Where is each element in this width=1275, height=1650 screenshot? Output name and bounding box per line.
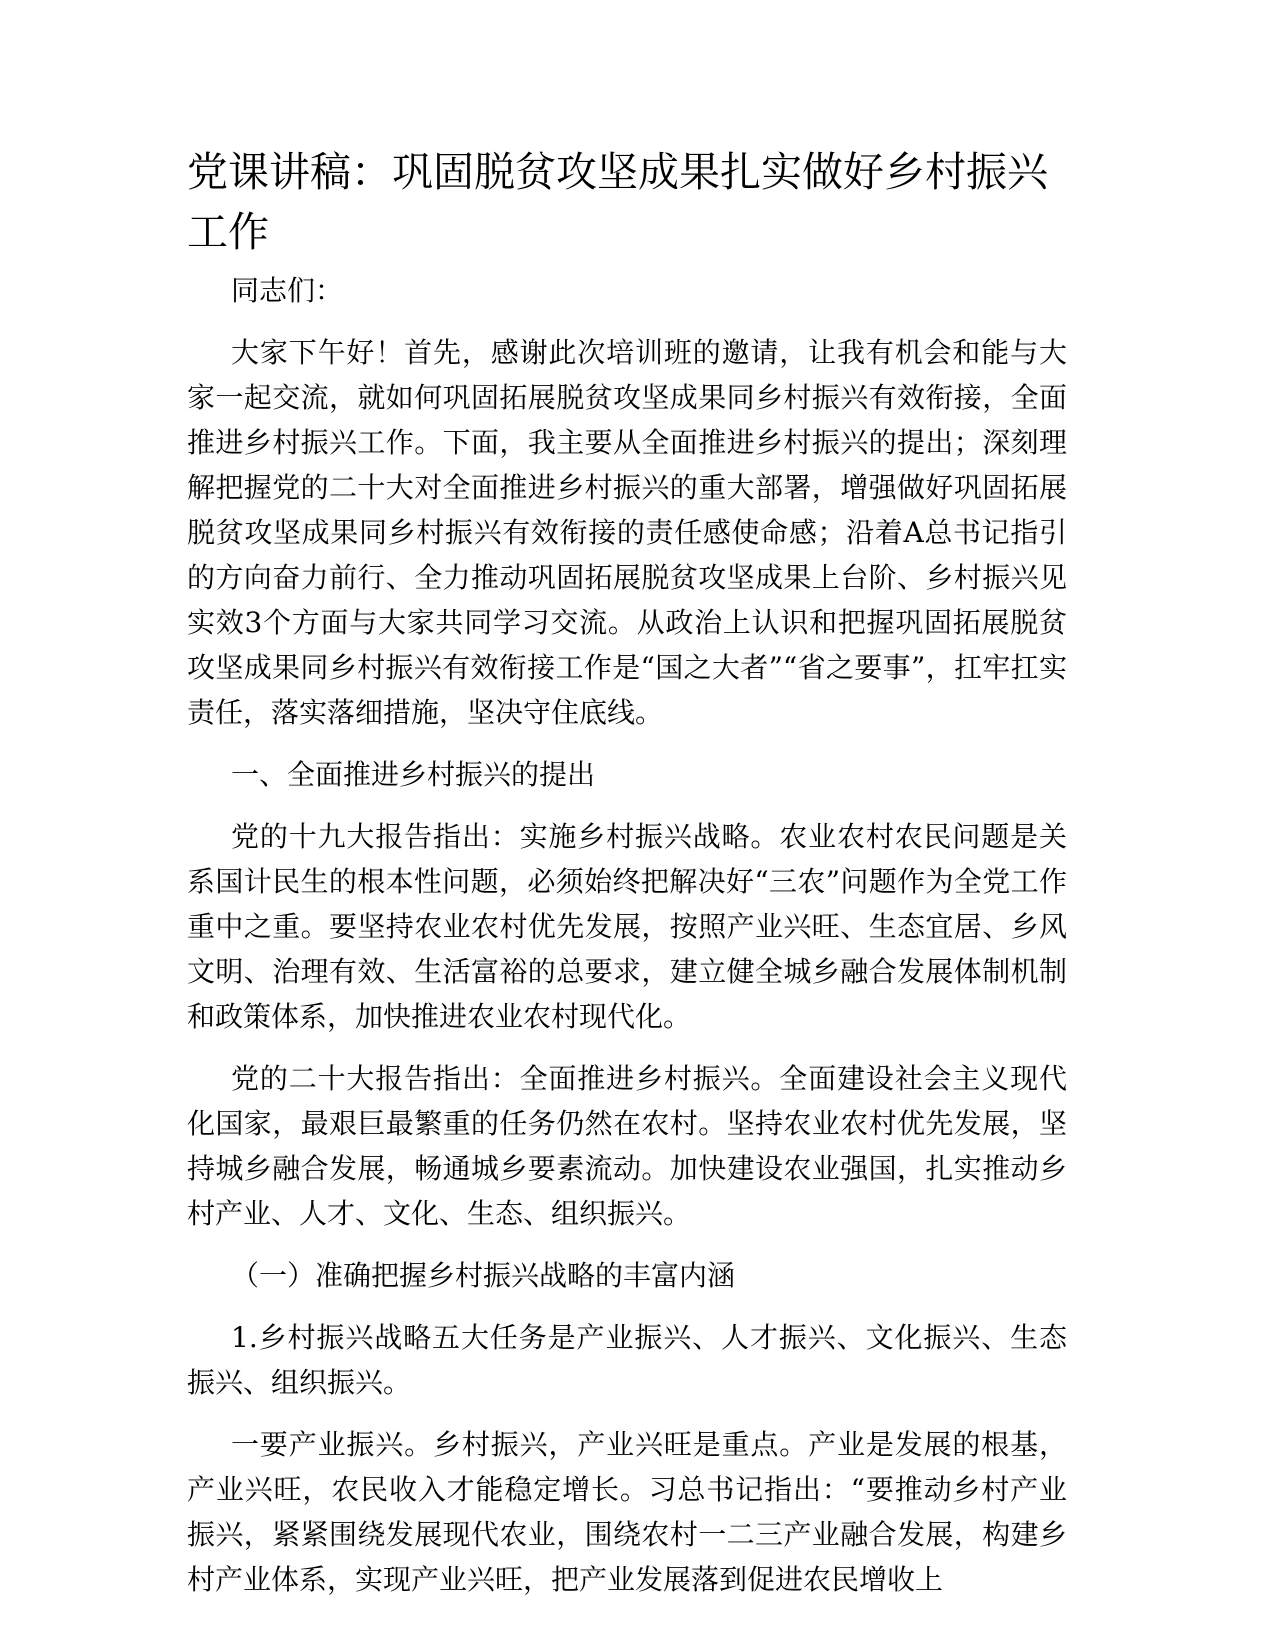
document-body xyxy=(187,142,1067,1619)
salutation: 同志们： xyxy=(231,274,344,307)
section-heading-1: 一、全面推进乡村振兴的提出 xyxy=(231,758,596,791)
paragraph-19th-congress: 党的十九大报告指出：实施乡村振兴战略。农业农村农民问题是关系国计民生的根本性问题，必须始终把解决好“三农”问题作为全党工作重中之重。要坚持农业农村优先发展，按照产业兴旺、生态宜居、乡风文明、治理有效、生活富裕的总要求，建立健全城乡融合发展体制机制和政策体系，加快推进农业农村现代化。 xyxy=(187,820,1067,1033)
paragraph-20th-congress: 党的二十大报告指出：全面推进乡村振兴。全面建设社会主义现代化国家，最艰巨最繁重的任务仍然在农村。坚持农业农村优先发展，坚持城乡融合发展，畅通城乡要素流动。加快建设农业强国，扎实推动乡村产业、人才、文化、生态、组织振兴。 xyxy=(187,1062,1067,1230)
paragraph-opening: 大家下午好！首先，感谢此次培训班的邀请，让我有机会和能与大家一起交流，就如何巩固拓展脱贫攻坚成果同乡村振兴有效衔接，全面推进乡村振兴工作。下面，我主要从全面推进乡村振兴的提出；深刻理解把握党的二十大对全面推进乡村振兴的重大部署，增强做好巩固拓展脱贫攻坚成果同乡村振兴有效衔接的责任感使命感；沿着A总书记指引的方向奋力前行、全力推动巩固拓展脱贫攻坚成果上台阶、乡村振兴见实效3个方面与大家共同学习交流。从政治上认识和把握巩固拓展脱贫攻坚成果同乡村振兴有效衔接工作是“国之大者”“省之要事”，扛牢扛实责任，落实落细措施，坚决守住底线。 xyxy=(187,336,1067,729)
document-title: 党课讲稿：巩固脱贫攻坚成果扎实做好乡村振兴工作 xyxy=(187,148,1048,256)
subsection-heading-1: （一）准确把握乡村振兴战略的丰富内涵 xyxy=(231,1259,736,1292)
paragraph-industry-revitalization: 一要产业振兴。乡村振兴，产业兴旺是重点。产业是发展的根基，产业兴旺，农民收入才能稳定增长。习总书记指出：“要推动乡村产业振兴，紧紧围绕发展现代农业，围绕农村一二三产业融合发展，构建乡村产业体系，实现产业兴旺，把产业发展落到促进农民增收上 xyxy=(187,1428,1067,1596)
numbered-item-1: 1.乡村振兴战略五大任务是产业振兴、人才振兴、文化振兴、生态振兴、组织振兴。 xyxy=(187,1321,1067,1399)
